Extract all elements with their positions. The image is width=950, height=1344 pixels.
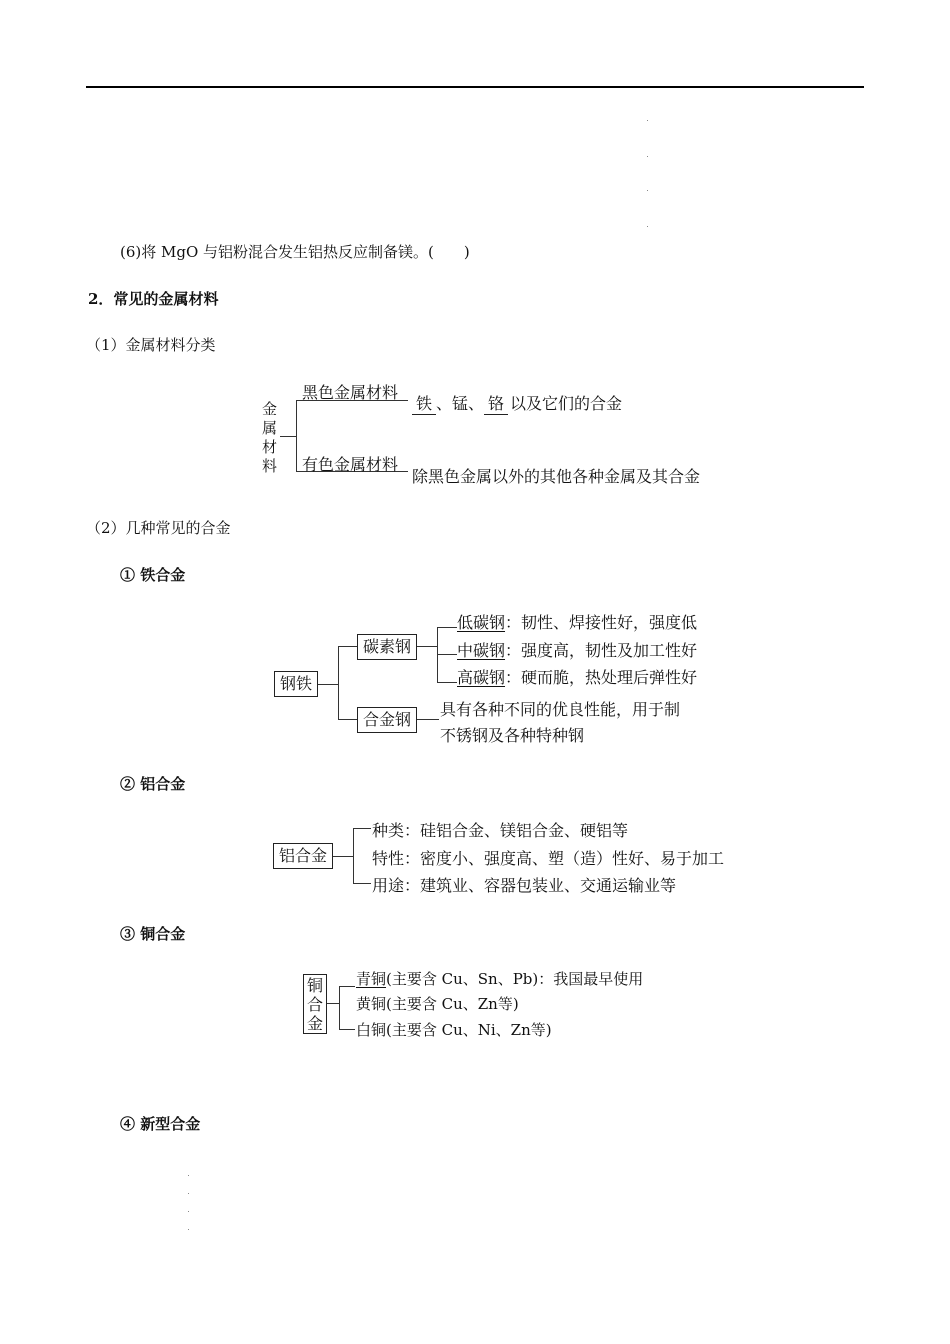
- low-carbon-desc: ：韧性、焊接性好，强度低: [505, 613, 698, 632]
- cupronickel-line: 白铜(主要含 Cu、Ni、Zn等): [356, 1021, 552, 1039]
- connector: [353, 828, 354, 884]
- aluminum-properties: 特性：密度小、强度高、塑（造）性好、易于加工: [372, 849, 725, 868]
- dot-mark: [647, 190, 648, 191]
- high-carbon-name: 高碳钢: [457, 668, 506, 687]
- root-char: 金: [306, 1014, 323, 1033]
- dot-mark: [188, 1193, 189, 1194]
- black-metal-desc: [412, 391, 622, 415]
- subsection-2-title: （2）几种常见的合金: [86, 519, 231, 537]
- steel-root-box: 钢铁: [274, 671, 318, 697]
- root-char: 属: [262, 419, 278, 437]
- bronze-line: [356, 968, 643, 989]
- dot-mark: [188, 1229, 189, 1230]
- black-metal-label: 黑色金属材料: [302, 383, 399, 402]
- root-char: 合: [306, 995, 323, 1014]
- question-6: (6)将 MgO 与铝粉混合发生铝热反应制备镁。( ): [120, 243, 470, 261]
- copper-root-box: [303, 974, 327, 1034]
- connector: [339, 1029, 355, 1030]
- connector: [338, 646, 339, 720]
- connector: [437, 627, 457, 628]
- iron-alloy-heading: ① 铁合金: [120, 566, 186, 584]
- carbon-steel-box: 碳素钢: [357, 634, 417, 660]
- classify-root: [262, 400, 280, 476]
- high-carbon-desc: ：硬而脆，热处理后弹性好: [505, 668, 698, 687]
- dot-mark: [188, 1175, 189, 1176]
- root-char: 铜: [306, 976, 323, 995]
- connector: [339, 986, 340, 1030]
- alloy-text: 以及它们的合金: [510, 394, 623, 413]
- dot-mark: [188, 1211, 189, 1212]
- connector: [417, 719, 439, 720]
- mid-carbon-name: 中碳钢: [457, 641, 506, 660]
- connector: [339, 986, 355, 987]
- connector: [437, 682, 457, 683]
- bronze-desc: (主要含 Cu、Sn、Pb)：我国最早使用: [386, 970, 644, 988]
- bronze-name: 青铜: [356, 970, 387, 988]
- blank-cr: 铬: [484, 391, 508, 415]
- low-carbon-name: 低碳钢: [457, 613, 506, 632]
- connector: [280, 436, 296, 437]
- mid-carbon-desc: ：强度高，韧性及加工性好: [505, 641, 698, 660]
- low-carbon-steel: [457, 610, 697, 633]
- dot-mark: [647, 226, 648, 227]
- mn-text: 、锰、: [436, 394, 485, 413]
- root-char: 金: [262, 400, 278, 418]
- alloy-steel-box: 合金钢: [357, 707, 417, 733]
- connector: [327, 1003, 339, 1004]
- copper-alloy-heading: ③ 铜合金: [120, 925, 186, 943]
- connector: [333, 856, 353, 857]
- connector: [437, 627, 438, 683]
- root-char: 材: [262, 438, 278, 456]
- connector: [296, 400, 297, 472]
- alloy-steel-desc-2: 不锈钢及各种特种钢: [440, 726, 585, 745]
- dot-mark: [647, 156, 648, 157]
- connector: [338, 719, 358, 720]
- high-carbon-steel: [457, 665, 697, 688]
- root-char: 料: [262, 457, 278, 475]
- color-metal-desc: 除黑色金属以外的其他各种金属及其合金: [412, 467, 701, 486]
- color-metal-label: 有色金属材料: [302, 455, 399, 474]
- dot-mark: [647, 120, 648, 121]
- aluminum-alloy-heading: ② 铝合金: [120, 775, 186, 793]
- blank-iron: 铁: [412, 391, 436, 415]
- subsection-1-title: （1）金属材料分类: [86, 336, 216, 354]
- connector: [353, 828, 371, 829]
- aluminum-root-box: 铝合金: [273, 843, 333, 869]
- connector: [353, 883, 371, 884]
- connector: [417, 646, 437, 647]
- new-alloy-heading: ④ 新型合金: [120, 1115, 201, 1133]
- connector: [437, 654, 457, 655]
- brass-line: 黄铜(主要含 Cu、Zn等): [356, 995, 519, 1013]
- mid-carbon-steel: [457, 638, 697, 661]
- aluminum-kinds: 种类：硅铝合金、镁铝合金、硬铝等: [372, 821, 629, 840]
- header-rule: [86, 86, 864, 88]
- aluminum-uses: 用途：建筑业、容器包装业、交通运输业等: [372, 876, 677, 895]
- connector: [338, 646, 358, 647]
- alloy-steel-desc-1: 具有各种不同的优良性能，用于制: [440, 700, 681, 719]
- section-2-title: 2．常见的金属材料: [88, 290, 219, 308]
- connector: [318, 684, 338, 685]
